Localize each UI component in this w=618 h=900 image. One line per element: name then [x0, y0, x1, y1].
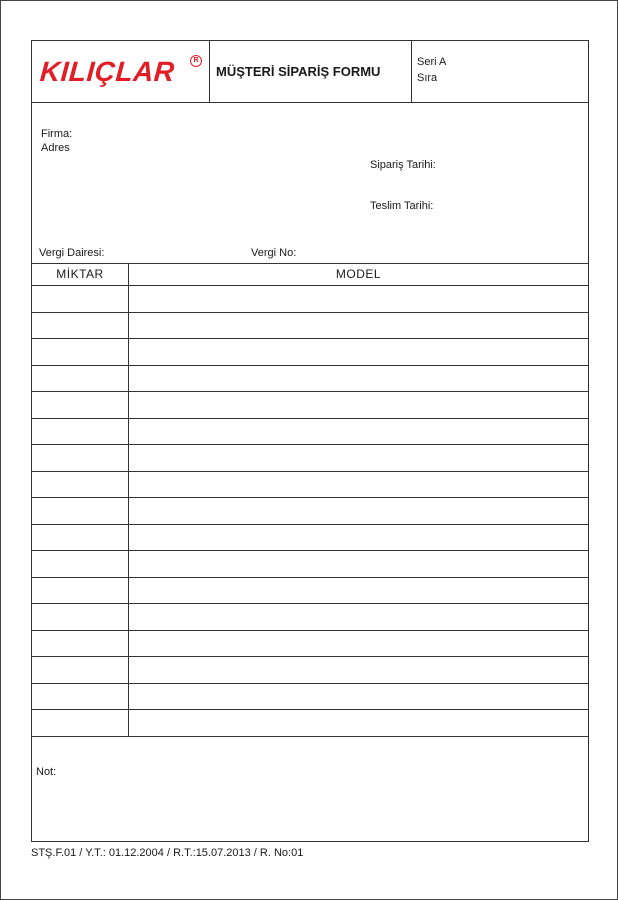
tax-no-label: Vergi No:: [251, 247, 297, 259]
table-row-line: [32, 471, 588, 472]
table-row-line: [32, 418, 588, 419]
table-bottom-line: [32, 736, 588, 737]
column-header-quantity: MİKTAR: [56, 267, 104, 281]
table-row-line: [32, 312, 588, 313]
form-footer-code: STŞ.F.01 / Y.T.: 01.12.2004 / R.T.:15.07.2013 / R. No:01: [31, 847, 304, 859]
table-row-line: [32, 550, 588, 551]
notes-section: [32, 763, 588, 841]
table-row-line: [32, 630, 588, 631]
table-row-line: [32, 365, 588, 366]
delivery-date-label: Teslim Tarihi:: [370, 200, 434, 212]
table-row-line: [32, 577, 588, 578]
address-label: Adres: [41, 142, 70, 154]
table-row-line: [32, 338, 588, 339]
registered-mark-icon: R: [190, 55, 202, 67]
table-row-line: [32, 391, 588, 392]
table-row-line: [32, 444, 588, 445]
header-divider-line: [32, 285, 588, 286]
table-row-line: [32, 524, 588, 525]
column-divider: [128, 264, 129, 736]
form-header: [32, 41, 588, 103]
table-row-line: [32, 656, 588, 657]
column-header-model: MODEL: [335, 267, 382, 281]
table-row-line: [32, 497, 588, 498]
company-logo: KILIÇLAR: [38, 56, 176, 87]
serial-cell: [412, 41, 588, 102]
form-title: MÜŞTERİ SİPARİŞ FORMU: [216, 64, 381, 79]
serial-label: Seri A: [417, 56, 447, 68]
table-row-line: [32, 709, 588, 710]
table-row-line: [32, 683, 588, 684]
notes-label: Not:: [36, 766, 57, 778]
order-form: [31, 40, 589, 842]
order-no-label: Sıra: [417, 72, 438, 84]
logo-cell: [32, 41, 210, 102]
order-date-label: Sipariş Tarihi:: [370, 159, 436, 171]
table-row-line: [32, 603, 588, 604]
title-cell: [210, 41, 412, 102]
tax-office-label: Vergi Dairesi:: [39, 247, 105, 259]
company-label: Firma:: [41, 128, 73, 140]
customer-info-section: [32, 103, 588, 264]
